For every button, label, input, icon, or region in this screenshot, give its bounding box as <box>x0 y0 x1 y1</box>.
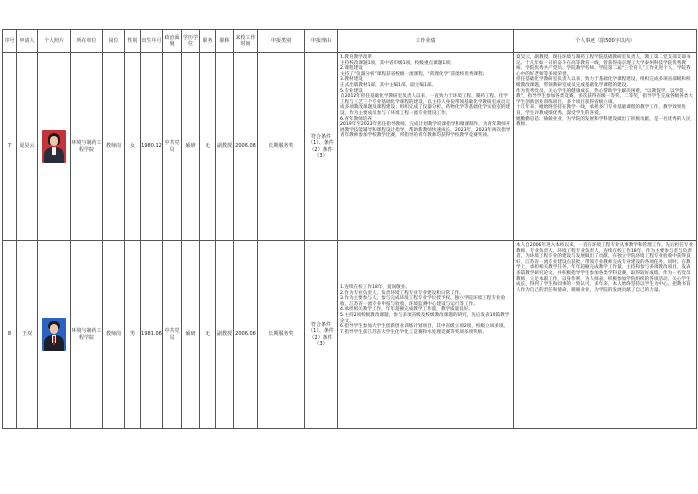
header-unit: 所在单位 <box>71 30 103 53</box>
applicant-category: 长期服务奖 <box>258 53 305 241</box>
applicant-politics: 中共党员 <box>163 53 182 241</box>
applicant-degree: 硕研 <box>182 53 200 241</box>
applicant-name: 夏昊云 <box>17 53 38 241</box>
story-text: 夏昊云，副教授，现任环境与制药工程学院基础教研室负责人，教工第二党支部支部书记。十几年如一日的奋斗在高等教育一线，曾获得南京理工大学泰州科技学院优秀教师、学院优秀共产党员、学院教学名师、学院第二届“三全育人”工作先进个人、学院我心中的好老师等多项荣誉。 担任基础化学教研室负责人以来，致力于基础化学课程建设，组织完成多项省部级和校级教改课题，带领教研室成员完成基础化学课程的建设。 作为优秀党员，关心学生的健康成长，热心帮助学生解决困难，“以教促学，以学促教”，指导学生参加各类竞赛，多次获得省级一等奖、二等奖，指导学生完成各级各类大学生创新创业训练项目，多个项目获得省级立项。 十几年来，她始终坚持在教学一线，承担多门专业基础课程的教学工作，教学效果优良，学生评教成绩优秀，深受学生的喜爱。 她勤勤恳恳、兢兢业业，为学院的发展和学科建设做出了积极贡献，是一名优秀的人民教师。 <box>516 55 693 128</box>
applicant-unit: 环境与制药工程学院 <box>71 53 103 241</box>
applicant-degree: 硕研 <box>182 241 200 429</box>
applicant-duty: 无 <box>200 241 216 429</box>
award-application-table <box>2 29 697 429</box>
photo-cell <box>38 241 71 429</box>
header-politics: 政治面貌 <box>163 30 182 53</box>
header-birth: 出生年月 <box>141 30 163 53</box>
header-degree: 学历学位 <box>182 30 200 53</box>
applicant-category: 长期服务奖 <box>258 241 305 429</box>
header-achievements: 工作业绩 <box>338 30 514 53</box>
header-name: 申请人 <box>17 30 38 53</box>
row-index: 8 <box>3 241 17 429</box>
story-text: 本人自2006年进入本校以来，一直在环境工程专业从事教学和管理工作。先后担任专业教师、专业负责人、环境工程专业负责人，连续在校工作18年。作为主要参与者与负责者，为环境工程专业的建设与发展做出了贡献。在独立学院环境工程专业验收中获得良好，江苏省一流专业建设点获批，带领专业教师完成专业建设的各项任务。同时，在教学上，承担相关教学任务，年年超额完成教学工作量，主持和参与多项教改项目，发表多篇教学研究论文，并积极指导学生参加各类学科竞赛，取得较好成绩。作为一名党员教师，立足本职工作，以身作则，为人师表，积极参加学院组织的各项活动，关心学生成长，得到了学生和同事的一致认可。多年来，本人始终坚持以学生为中心，把教书育人作为自己的责任和使命，兢兢业业，为学院的发展贡献了自己的力量。 <box>516 243 694 293</box>
photo-cell <box>38 53 71 241</box>
header-index: 序号 <box>3 30 17 53</box>
applicant-birth: 1981.06 <box>141 241 163 429</box>
header-duty: 职务 <box>200 30 216 53</box>
applicant-title: 副教授 <box>216 241 234 429</box>
applicant-reason: 符合条件（1）、条件（2）条件（3） <box>305 241 338 429</box>
table-row <box>3 53 697 241</box>
table-row <box>3 241 697 429</box>
applicant-post: 教师岗 <box>103 53 125 241</box>
header-gender: 性别 <box>125 30 141 53</box>
header-join-date: 来校工作时间 <box>234 30 258 53</box>
applicant-join-date: 2006.08 <box>234 241 258 429</box>
applicant-reason: 符合条件（1）、条件（2）条件（3） <box>305 53 338 241</box>
story-cell <box>514 241 697 429</box>
row-index: 7 <box>3 53 17 241</box>
header-story: 个人事迹（限500字以内） <box>514 30 697 53</box>
applicant-politics: 中共党员 <box>163 241 182 429</box>
applicant-photo <box>42 130 66 163</box>
applicant-gender: 男 <box>125 241 141 429</box>
header-post: 岗位 <box>103 30 125 53</box>
story-cell <box>514 53 697 241</box>
achievements-cell <box>338 53 514 241</box>
applicant-birth: 1980.12 <box>141 53 163 241</box>
header-title: 职称 <box>216 30 234 53</box>
applicant-unit: 环境与制药工程学院 <box>71 241 103 429</box>
achievements-text: 1.连续在校工作18年，爱岗敬业。 2.作为专业负责人，负责环境工程专业专业建设和日常工作。 3.作为主要参与人，参与完成环境工程专业学位授予权、独立学院环境工程专业验收、江苏省一流专业申报与验收、环境监测中心建设与运行等工作。 4.承担相关教学工作，年年超额完成教学工作量，教学质量良好。 5.主持2项校级教改课题，参与多项省级及校级教改课题的研究，先后发表10篇教学论文。 6.指导学生参加大学生创新创业训练计划项目，其中省级立项2项，校级立项多项。 7.指导学生获江苏省大学生化学化工竞赛和水处理竞赛等奖项多项奖励。 <box>340 285 510 335</box>
header-category: 申报类别 <box>258 30 305 53</box>
applicant-post: 教师岗 <box>103 241 125 429</box>
applicant-gender: 女 <box>125 53 141 241</box>
applicant-photo <box>42 318 66 351</box>
applicant-title: 副教授 <box>216 53 234 241</box>
applicant-join-date: 2006.08 <box>234 53 258 241</box>
achievements-text: 1.教育教学改革 主持校改课题1项，其中省市级1项，校级重点课题1项； 2.课程建设 主持了“仪器分析”课程获省校级一流课程，“药理化学”获批校优秀课程； 3.教材建设 正式出版教材1部，其中主编1部，副主编1部。 5.专业建设 自2012年担任基础化学教研室负责人以来，一直致力于环境工程、制药工程、化学工程与工艺三个专业基础化学课程的建设，以主持人身份带领基础化学教研室成员完成多项教改课题及课程建设；组织完成了仪器分析、药物化学等基础化学实验室的建设，作为主要成员参与了环境工程一流专业建设工作。 6.青年教师培养 2019年至2023年担任指导教师，完成计划教学说课指导和微课制作，为青年教师开展教学技能辅导和课程设计指导，帮助新教师快速成长，2023年，2023年两次指导青年教师参加学校教学比赛，所指导的青年教师均获得学校教学竞赛奖项。 <box>340 55 511 139</box>
achievements-cell <box>338 241 514 429</box>
header-photo: 个人照片 <box>38 30 71 53</box>
applicant-duty: 无 <box>200 53 216 241</box>
header-reason: 申报理由 <box>305 30 338 53</box>
applicant-name: 王双 <box>17 241 38 429</box>
header-row <box>3 30 697 53</box>
